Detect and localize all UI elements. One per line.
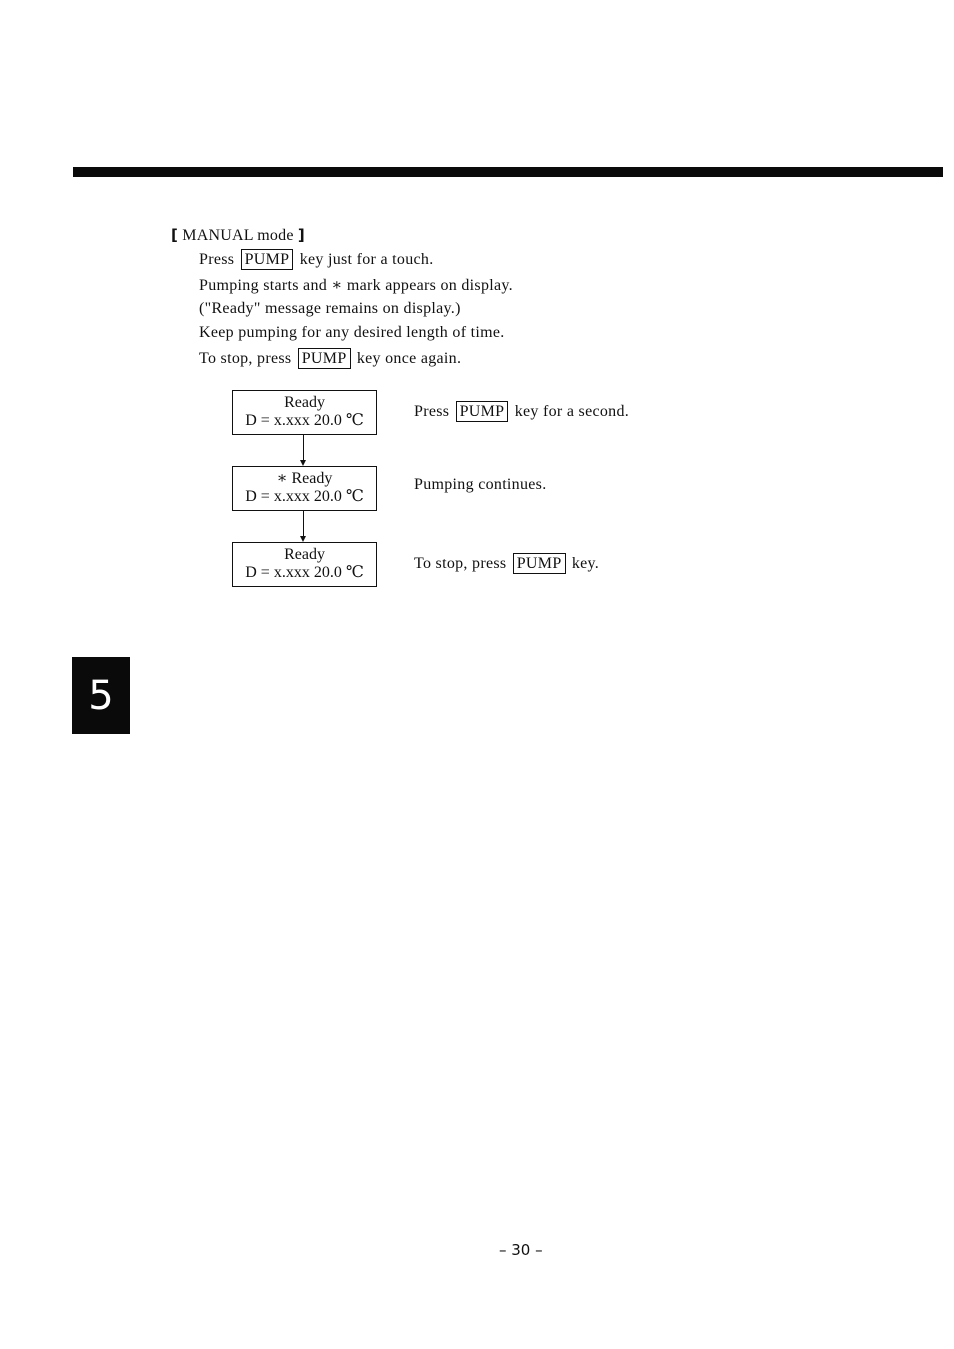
line5-pre: To stop, press [199,350,292,367]
display-line-2: D = x.xxx 20.0 ℃ [245,564,364,581]
step-1-note [414,401,629,422]
down-arrow [303,511,304,540]
note-post: key. [571,555,600,572]
top-rule [73,167,943,177]
display-step-3 [232,542,377,587]
display-step-2 [232,466,377,511]
display-line-1: ∗ Ready [276,470,333,487]
line1-pre: Press [199,251,235,268]
pump-key: PUMP [456,401,509,422]
note-post: key for a second. [514,403,630,420]
paragraph-line-1 [199,249,434,270]
display-line-1: Ready [284,546,325,563]
pump-key: PUMP [241,249,294,270]
display-line-1: Ready [284,394,325,411]
heading-text: MANUAL mode [182,227,294,244]
pump-key: PUMP [298,348,351,369]
paragraph-line-2: Pumping starts and ∗ mark appears on display. [199,277,513,294]
page-number: – 30 – [499,1241,543,1259]
line5-post: key once again. [356,350,462,367]
down-arrow [303,435,304,464]
chapter-tab: 5 [72,657,130,734]
display-line-2: D = x.xxx 20.0 ℃ [245,488,364,505]
note-pre: To stop, press [414,555,507,572]
display-step-1 [232,390,377,435]
step-3-note [414,553,599,574]
step-2-note: Pumping continues. [414,476,547,493]
display-line-2: D = x.xxx 20.0 ℃ [245,412,364,429]
pump-key: PUMP [513,553,566,574]
note-pre: Press [414,403,450,420]
heading-open-bracket: [ [171,226,179,244]
heading-close-bracket: ] [297,226,305,244]
paragraph-line-4: Keep pumping for any desired length of time. [199,324,505,341]
paragraph-line-3: ("Ready" message remains on display.) [199,300,461,317]
section-heading [171,226,305,245]
line1-post: key just for a touch. [299,251,434,268]
paragraph-line-5 [199,348,461,369]
